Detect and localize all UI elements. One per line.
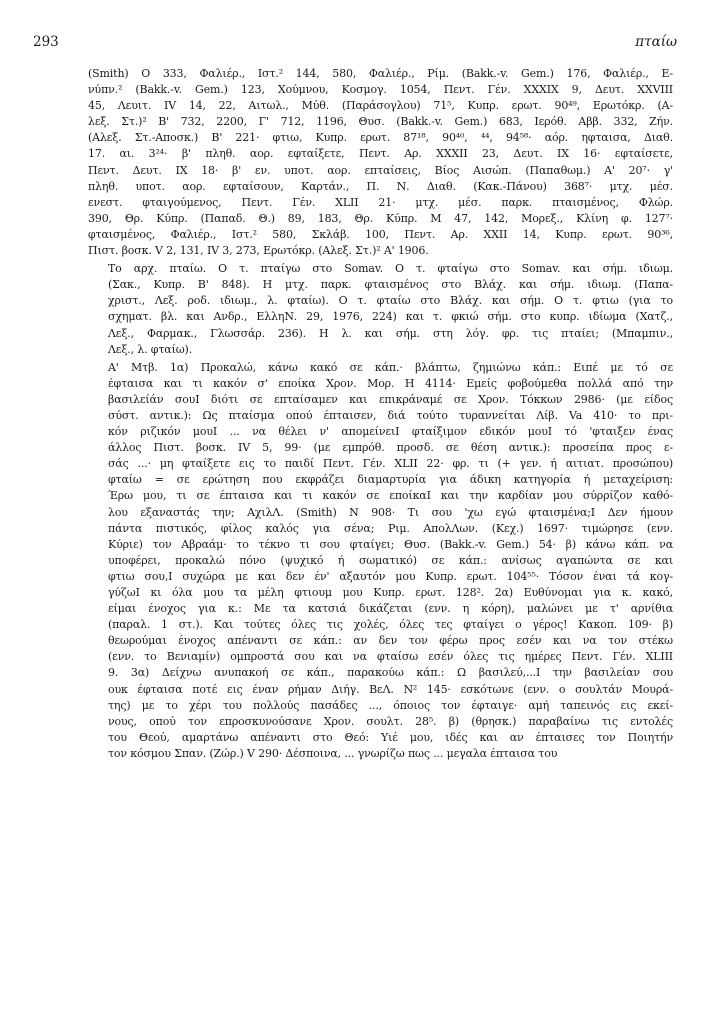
text-line: κόν ριζικόν μουΙ ... να θέλει ν' απομείνειΙ φταίξιμον εδικόν μουΙ τό 'φταιξεν ένας: [108, 425, 673, 439]
text-line: φτιω σου,Ι συχώρα με και δεν έν' αξαυτόν μου Κυπρ. ερωτ. 104⁵⁵· Τόσον έναι τά κογ-: [108, 569, 673, 583]
text-line: λεξ. Στ.)² Β' 732, 2200, Γ' 712, 1196, Θυσ. (Bakk.-v. Gem.) 683, Ιερόθ. Αββ. 332, Ζήν.: [88, 115, 673, 129]
text-line: Το αρχ. πταίω. Ο τ. πταίγω στο Somav. Ο τ. φταίγω στο Somav. και σήμ. ιδιωμ.: [108, 262, 673, 276]
text-line: σάς ...· μη φταίξετε εις το παιδί Πεντ. Γέν. XLII 22· φρ. τι (+ γεν. ή αιτιατ. προσώπου): [108, 457, 673, 471]
text-line: χριστ., Λεξ. ροδ. ιδιωμ., λ. φταίω). Ο τ. φταίω στο Βλάχ. και σήμ. Ο τ. φτιω (για το: [108, 294, 673, 308]
text-line: νύπν.² (Bakk.-v. Gem.) 123, Χούμνου, Κοσμογ. 1054, Πεντ. Γέν. XXXIX 9, Δευτ. XXVIII: [88, 83, 673, 97]
entry-body: [88, 66, 673, 762]
text-line: 390, Θρ. Κύπρ. (Παπαδ. Θ.) 89, 183, Θρ. Κύπρ. Μ 47, 142, Μορεξ., Κλίνη φ. 127⁷·: [88, 211, 673, 225]
text-line: είμαι ένοχος για κ.: Με τα κατσιά δικάζεται (ενν. η κόρη), μαλώνει με τ' αρνίθια: [108, 602, 673, 616]
text-line: της) με το χέρι του πολλούς πασάδες ..., όποιος τον έφταιγε· αμή ταπεινός εις εκεί-: [108, 698, 673, 712]
text-line: Έρω μου, τι σε έπταισα και τι κακόν σε εποίκαΙ και την καρδίαν μου σύρρίζον καθό-: [108, 489, 673, 503]
text-line: άλλος Πιστ. βοσκ. IV 5, 99· (με εμπρόθ. προσδ. σε θέση αντικ.): προσείπα προς ε-: [108, 441, 673, 455]
text-line: ουκ έφταισα ποτέ εις έναν ρήμαν Διήγ. ΒεΛ. Ν² 145· εσκότωνε (ενν. ο σουλτάν Μουρά-: [108, 682, 673, 696]
paragraph-etymology: [88, 261, 673, 358]
text-line: 17. αι. 3²⁴· β' πληθ. αορ. εφταίξετε, Πεντ. Αρ. XXXII 23, Δευτ. IX 16· εφταίσετε,: [88, 147, 673, 161]
text-line: 9. 3α) Δείχνω ανυπακοή σε κάπ., παρακούω κάπ.: Ω βασιλεύ,...Ι την βασιλείαν σου: [108, 666, 673, 680]
text-line: φταίω = σε ερώτηση που εκφράζει διαμαρτυρία για άδικη κατηγορία ή μεταχείριση:: [108, 473, 673, 487]
text-line: (Αλεξ. Στ.-Αποσκ.) Β' 221· φτιω, Κυπρ. ερωτ. 87¹⁸, 90⁴⁰, ⁴⁴, 94⁵⁸· αόρ. ηφταισα, Διαθ.: [88, 131, 673, 145]
text-line: έφταισα και τι κακόν σ' εποίκα Χρον. Μορ. Η 4114· Εμείς φοβούμεθα πολλά από την: [108, 376, 673, 390]
text-line: βασιλείάν σουΙ διότι σε επταίσαμεν και επικράναμέ σε Χρον. Τόκκων 2986· (με είδος: [108, 392, 673, 406]
text-line: πάντα πιστικός, φίλος καλός για σένα; Ριμ. ΑπολΛων. (Κεχ.) 1697· τιμώρησε (ενν.: [108, 521, 673, 535]
text-line: Κύριε) τον Αβραάμ· το τέκνο τι σου φταίγει; Θυσ. (Bakk.-v. Gem.) 54· β) κάνω κάπ. να: [108, 537, 673, 551]
text-line: (Smith) Ο 333, Φαλιέρ., Ιστ.² 144, 580, Φαλιέρ., Ρίμ. (Bakk.-v. Gem.) 176, Φαλιέρ., Ε-: [88, 67, 673, 80]
text-line: πληθ. υποτ. αορ. εφταίσουν, Καρτάν., Π. Ν. Διαθ. (Κακ.-Πάνου) 368⁷· μτχ. μέσ.: [88, 179, 673, 193]
text-line: του Θεού, αμαρτάνω απέναντι στο Θεό: Υιέ μου, ιδές και αν έπταισες τον Ποιητήν: [108, 730, 673, 744]
text-line: γύζωΙ κι όλα μου τα μέλη φτιουμ μου Κυπρ. ερωτ. 128². 2α) Ευθύνομαι για κ. κακό,: [108, 586, 673, 599]
text-line: (παραλ. 1 στ.). Και τούτες όλες τις χολές, όλες τες φταίγει ο γέρος! Κακοπ. 109· β): [108, 618, 673, 632]
text-line: Λεξ., Φαρμακ., Γλωσσάρ. 236). Η λ. και σήμ. στη λόγ. φρ. τις πταίει; (Μπαμπιν.,: [108, 326, 673, 340]
text-line: Πιστ. βοσκ. V 2, 131, IV 3, 273, Ερωτόκρ. (Αλεξ. Στ.)² Α' 1906.: [88, 244, 429, 258]
text-line: σύστ. αντικ.): Ως πταίσμα οπού έπταισεν, διά τούτο τυραννείται Λίβ. Va 410· το πρι-: [108, 408, 673, 422]
text-line: σχηματ. βλ. και Ανδρ., ΕλληΝ. 29, 1976, 224) και τ. φκιώ σήμ. στο κυπρ. ιδίωμα (Χατζ.,: [108, 310, 673, 324]
text-line: Α' Μτβ. 1α) Προκαλώ, κάνω κακό σε κάπ.· βλάπτω, ζημιώνω κάπ.: Ειπέ με τό σε: [108, 360, 673, 374]
text-line: 45, Λευιτ. IV 14, 22, Αιτωλ., Μύθ. (Παράσογλου) 71⁵, Κυπρ. ερωτ. 90⁴⁹, Ερωτόκρ. (Α-: [88, 99, 673, 113]
text-line: Πεντ. Δευτ. IX 18· β' εν. υποτ. αορ. επταίσεις, Βίος Αισώπ. (Παπαθωμ.) Α' 20⁷· γ': [88, 163, 673, 177]
text-line: υποφέρει, προκαλώ πόνο (ψυχικό ή σωματικό) σε κάπ.: ανίσως αγαπώντα σε και: [108, 553, 673, 567]
running-head: πταίω: [635, 34, 677, 50]
text-line: (ενν. το Βενιαμίν) ομπροστά σου και να φταίσω εσέν όλες τις ημέρες Πεντ. Γέν. XLIII: [108, 650, 673, 664]
paragraph-forms: [88, 66, 673, 259]
text-line: φταισμένος, Φαλιέρ., Ιστ.² 580, Σκλάβ. 100, Πεντ. Αρ. XXII 14, Κυπρ. ερωτ. 90³⁶,: [88, 227, 673, 241]
text-line: θεωρούμαι ένοχος απέναντι σε κάπ.: αν δεν τον φέρω προς εσέν και να τον στέκω: [108, 634, 673, 648]
text-line: νους, οπού τον επροσκυνούσανε Χρον. σουλτ. 28⁵. β) (θρησκ.) παραβαίνω τις εντολές: [108, 714, 673, 728]
page-number: 293: [33, 34, 59, 50]
text-line: Λεξ., λ. φταίω).: [108, 342, 193, 356]
paragraph-senses: [88, 360, 673, 762]
text-line: (Σακ., Κυπρ. Β' 848). Η μτχ. παρκ. φταισμένος στο Βλάχ. και σήμ. ιδιωμ. (Παπα-: [108, 278, 673, 292]
text-line: τον κόσμου Σπαν. (Ζώρ.) V 290· Δέσποινα, ... γνωρίζω πως ... μεγαλα έπταισα του: [108, 746, 558, 760]
text-line: λου εξαναστάς την; ΑχιλΛ. (Smith) Ν 908· Τι σου 'χω εγώ φταισμένα;Ι Δεν ήμουν: [108, 505, 673, 519]
text-line: ενεστ. φταιγούμενος, Πεντ. Γέν. XLII 21· μτχ. μέσ. παρκ. πταισμένος, Φλώρ.: [88, 195, 673, 209]
